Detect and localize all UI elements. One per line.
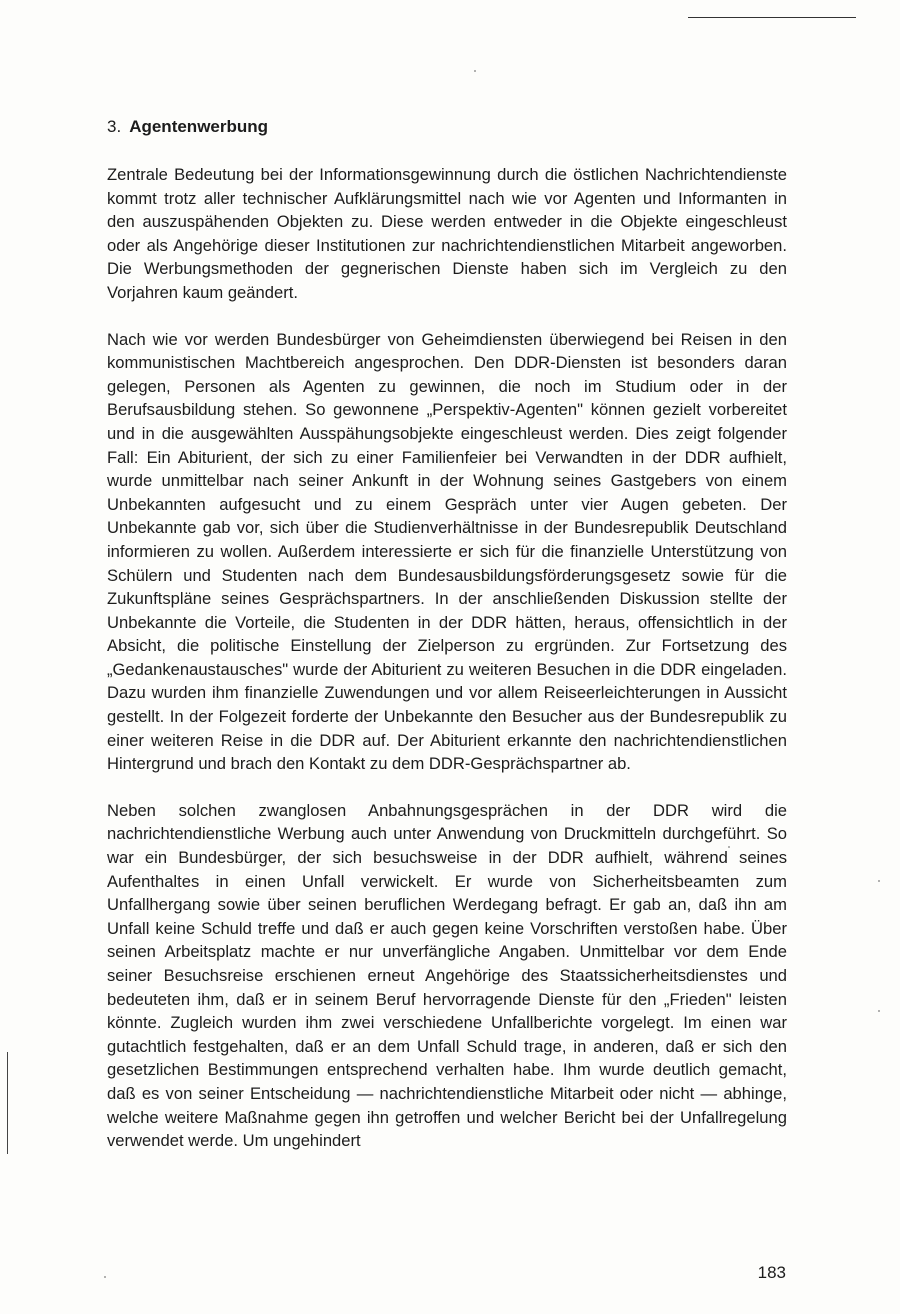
section-number: 3.: [107, 117, 122, 136]
scan-speck: [878, 880, 880, 882]
paragraph-case-abiturient: Nach wie vor werden Bundesbürger von Geheimdiensten überwiegend bei Reisen in den kommunistischen Machtbereich angesprochen. Den DDR-Diensten ist besonders daran gelegen, Personen als Agenten zu gewinnen, die noch im Studium oder in der Berufsausbildung stehen. So gewonnene „Perspektiv-Agenten" können gezielt vorbereitet und in die ausgewählten Ausspähungsobjekte eingeschleust werden. Dies zeigt folgender Fall: Ein Abiturient, der sich zu einer Familienfeier bei Verwandten in der DDR aufhielt, wurde unmittelbar nach seiner Ankunft in der Wohnung seines Gastgebers von einem Unbekannten aufgesucht und zu einem Gespräch unter vier Augen gebeten. Der Unbekannte gab vor, sich über die Studienverhältnisse in der Bundesrepublik Deutschland informieren zu wollen. Außerdem interessierte er sich für die finanzielle Unterstützung von Schülern und Studenten nach dem Bundesausbildungsförderungsgesetz sowie für die Zukunftspläne seines Gesprächspartners. In der anschließenden Diskussion stellte der Unbekannte die Vorteile, die Studenten in der DDR hätten, heraus, offensichtlich in der Absicht, die politische Einstellung der Zielperson zu ergründen. Zur Fortsetzung des „Gedankenaustausches" wurde der Abiturient zu weiteren Besuchen in die DDR eingeladen. Dazu wurden ihm finanzielle Zuwendungen und vor allem Reiseerleichterungen in Aussicht gestellt. In der Folgezeit forderte der Unbekannte den Besucher aus der Bundesrepublik zu einer weiteren Reise in die DDR auf. Der Abiturient erkannte den nachrichtendienstlichen Hintergrund und brach den Kontakt zu dem DDR-Gesprächspartner ab.: [107, 329, 787, 774]
scan-speck: [104, 1276, 106, 1278]
scan-speck: [878, 1010, 880, 1012]
header-rule: [688, 17, 856, 18]
margin-mark: [7, 1052, 8, 1154]
paragraph-intro: Zentrale Bedeutung bei der Informationsgewinnung durch die östlichen Nachrichtendienste kommt trotz aller technischer Aufklärungsmittel nach wie vor Agenten und Informanten in den auszuspähenden Objekten zu. Diese werden entweder in die Objekte eingeschleust oder als Angehörige dieser Institutionen zur nachrichtendienstlichen Mitarbeit angeworben. Die Werbungsmethoden der gegnerischen Dienste haben sich im Vergleich zu den Vorjahren kaum geändert.: [107, 165, 787, 302]
section-heading: [107, 114, 787, 140]
section-title: Agentenwerbung: [129, 117, 269, 136]
body-content: [107, 114, 787, 1176]
paragraph-case-accident: Neben solchen zwanglosen Anbahnungsgesprächen in der DDR wird die nachrichtendienstliche Werbung auch unter Anwendung von Druckmitteln durchgeführt. So war ein Bundesbürger, der sich besuchsweise in der DDR aufhielt, während seines Aufenthaltes in einen Unfall verwickelt. Er wurde von Sicherheitsbeamten zum Unfallhergang sowie über seinen beruflichen Werdegang befragt. Er gab an, daß ihn am Unfall keine Schuld treffe und daß er auch gegen keine Vorschriften verstoßen habe. Über seinen Arbeitsplatz machte er nur unverfängliche Angaben. Unmittelbar vor dem Ende seiner Besuchsreise erschienen erneut Angehörige des Staatssicherheitsdienstes und bedeuteten ihm, daß er in seinem Beruf hervorragende Dienste für den „Frieden" leisten könnte. Zugleich wurden ihm zwei verschiedene Unfallberichte vorgelegt. Im einen war gutachtlich festgehalten, daß er an dem Unfall Schuld trage, in anderen, daß er sich den gesetzlichen Bestimmungen entsprechend verhalten habe. Ihm wurde deutlich gemacht, daß es von seiner Entscheidung — nachrichtendienstliche Mitarbeit oder nicht — abhinge, welche weitere Maßnahme gegen ihn getroffen und welcher Bericht bei der Unfallregelung verwendet werde. Um ungehindert: [107, 800, 787, 1151]
page-number: 183: [757, 1263, 786, 1282]
scan-speck: [474, 70, 476, 72]
